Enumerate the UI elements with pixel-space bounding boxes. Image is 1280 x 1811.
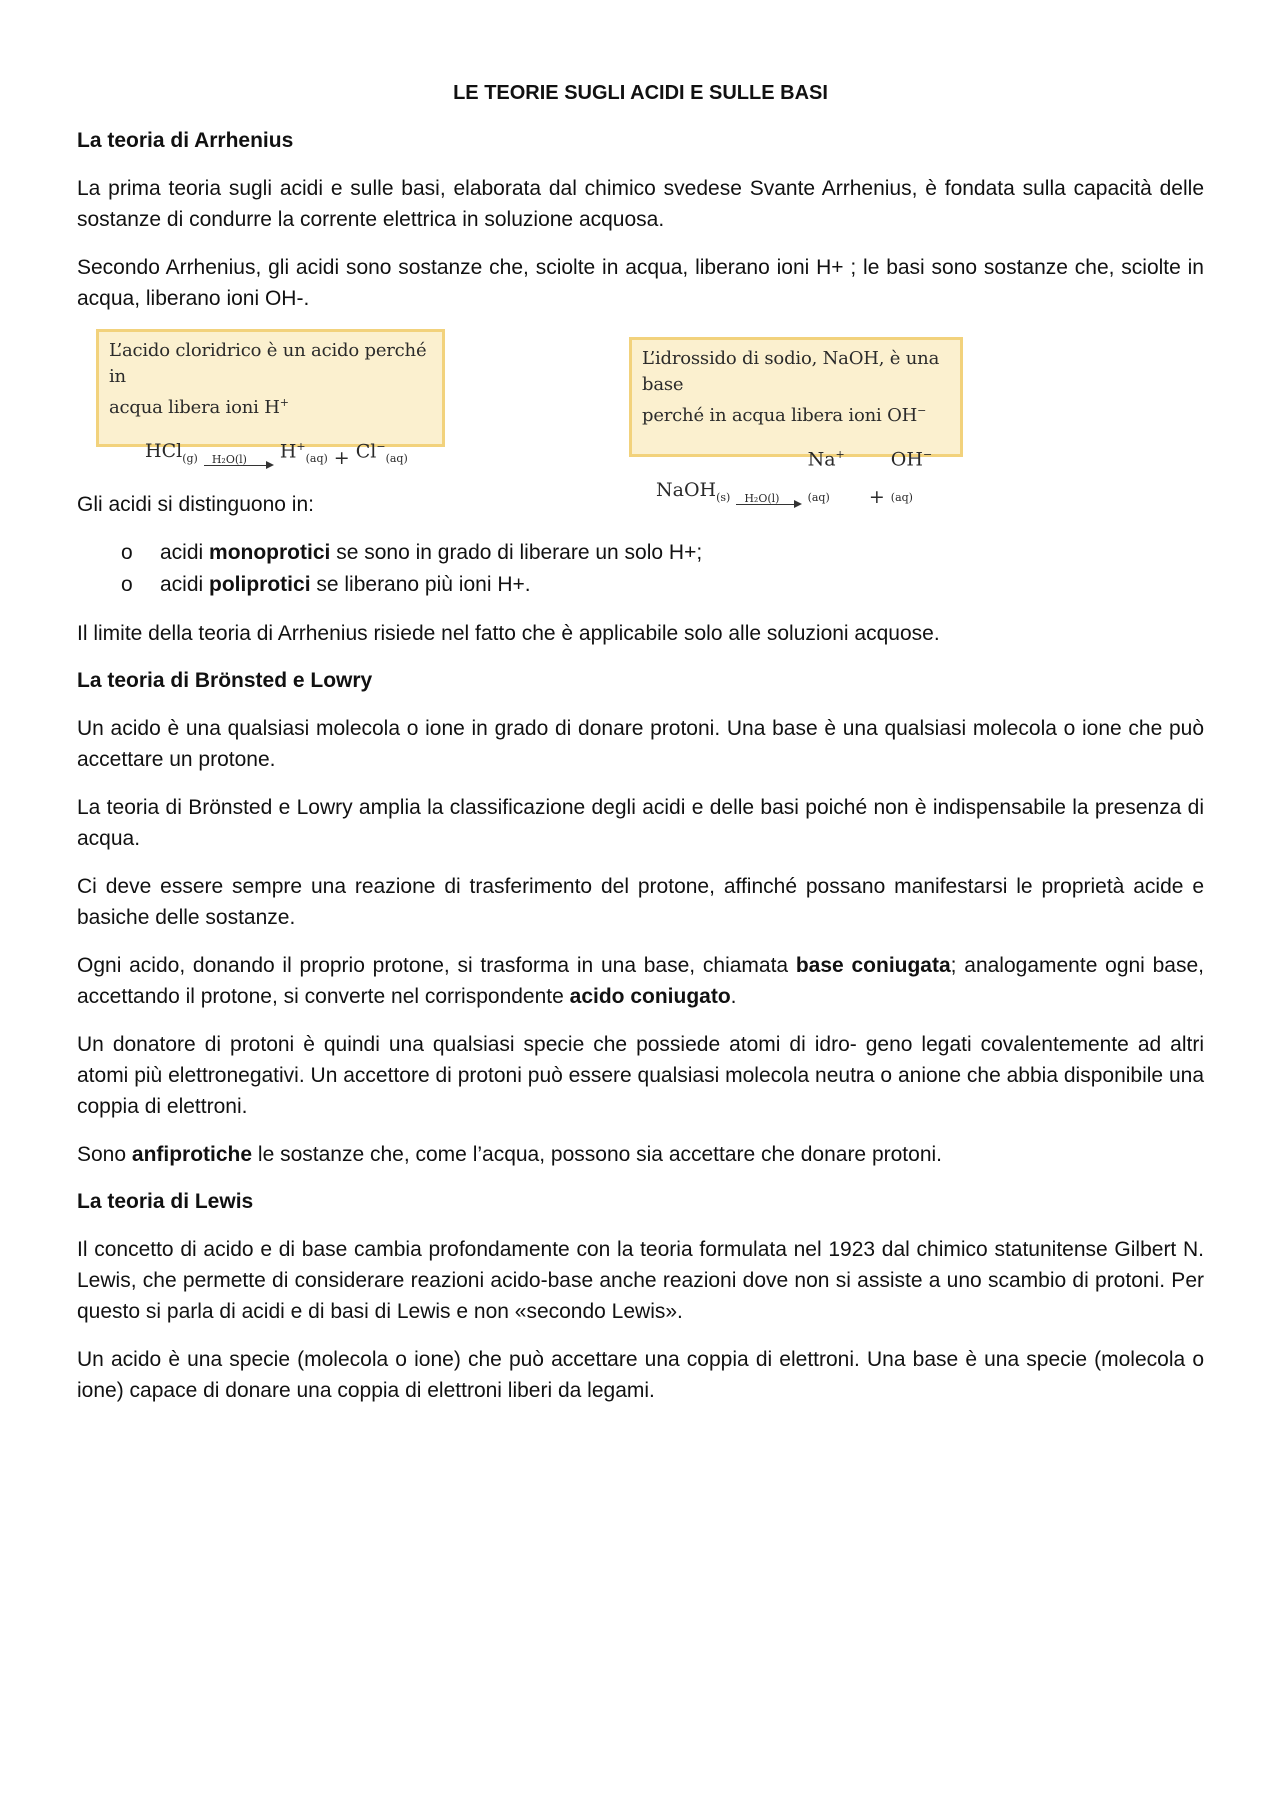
product: $H^+_{(aq)}$ [279,440,328,466]
product: $Na^+_{(aq)}$ [807,448,845,505]
bullet-icon: o [121,573,133,596]
paragraph: Secondo Arrhenius, gli acidi sono sostanze che, sciolte in acqua, liberano ioni H+ ; le basi sono sostanze che, sciolte in acqua, liberano ioni OH-. [77,256,1204,310]
paragraph: Il concetto di acido e di base cambia profondamente con la teoria formulata nel 1923 dal chimico statunitense Gilbert N. Lewis, che permette di considerare reazioni acido-base anche reazioni dove non si assiste a uno scambio di protoni. Per questo si parla di acidi e di basi di Lewis e non «secondo Lewis». [77,1238,1204,1323]
list-item: o acidi monoprotici se sono in grado di liberare un solo H+; [121,537,1204,569]
base-box-caption: L’idrossido di sodio, NaOH, è una base perché in acqua libera ioni OH− [642,348,940,426]
paragraph: Un acido è una qualsiasi molecola o ione in grado di donare protoni. Una base è una qualsiasi molecola o ione che può accettare un protone. [77,717,1204,771]
paragraph: Ogni acido, donando il proprio protone, si trasforma in una base, chiamata base coniugata; analogamente ogni base, accettando il protone, si converte nel corrispondente acido coniugato. [77,954,1204,1008]
acid-types-list [77,537,1204,601]
list-item: o acidi poliprotici se liberano più ioni H+. [121,569,1204,601]
paragraph: La teoria di Brönsted e Lowry amplia la classificazione degli acidi e delle basi poiché non è indispensabile la presenza di acqua. [77,796,1204,850]
reactant: HCl$_{(g)}$ [145,440,198,466]
paragraph: Il limite della teoria di Arrhenius risiede nel fatto che è applicabile solo alle soluzioni acquose. [77,622,940,645]
base-reaction-box [629,337,963,509]
paragraph: Un acido è una specie (molecola o ione) che può accettare una coppia di elettroni. Una base è una specie (molecola o ione) capace di donare una coppia di elettroni liberi da legami. [77,1348,1204,1402]
bullet-icon: o [121,541,133,564]
product: $Cl^-_{(aq)}$ [355,440,408,466]
paragraph: Gli acidi si distinguono in: [77,493,314,516]
section-heading-lewis: La teoria di Lewis [77,1190,254,1213]
acid-reaction-box [96,329,445,470]
reaction-arrow-icon: H₂O(l) [736,493,801,513]
reactant: NaOH$_{(s)}$ [656,479,731,505]
base-equation: NaOH$_{(s)}$ H₂O(l) $Na^+_{(aq)}$ + $OH^-_{(aq)}$ [642,439,950,513]
acid-box-caption: L’acido cloridrico è un acido perché in acqua libera ioni H+ [109,340,427,418]
paragraph: Ci deve essere sempre una reazione di trasferimento del protone, affinché possano manifestarsi le proprietà acide e basiche delle sostanze. [77,875,1204,929]
document-title: LE TEORIE SUGLI ACIDI E SULLE BASI [453,82,828,104]
paragraph: La prima teoria sugli acidi e sulle basi, elaborata dal chimico svedese Svante Arrhenius, è fondata sulla capacità delle sostanze di condurre la corrente elettrica in soluzione acquosa. [77,177,1204,231]
acid-equation: HCl$_{(g)}$ H₂O(l) $H^+_{(aq)}$ + $Cl^-_{(aq)}$ [109,431,432,474]
paragraph: Un donatore di protoni è quindi una qualsiasi specie che possiede atomi di idro- geno legati covalentemente ad altri atomi più elettronegativi. Un accettore di protoni può essere qualsiasi molecola neutra o anione che abbia disponibile una coppia di elettroni. [77,1033,1204,1118]
section-heading-arrhenius: La teoria di Arrhenius [77,129,294,152]
product: $OH^-_{(aq)}$ [890,448,933,505]
paragraph: Sono anfiprotiche le sostanze che, come l’acqua, possono sia accettare che donare protoni. [77,1143,942,1166]
reaction-arrow-icon: H₂O(l) [204,454,274,474]
section-heading-bronsted: La teoria di Brönsted e Lowry [77,669,373,692]
